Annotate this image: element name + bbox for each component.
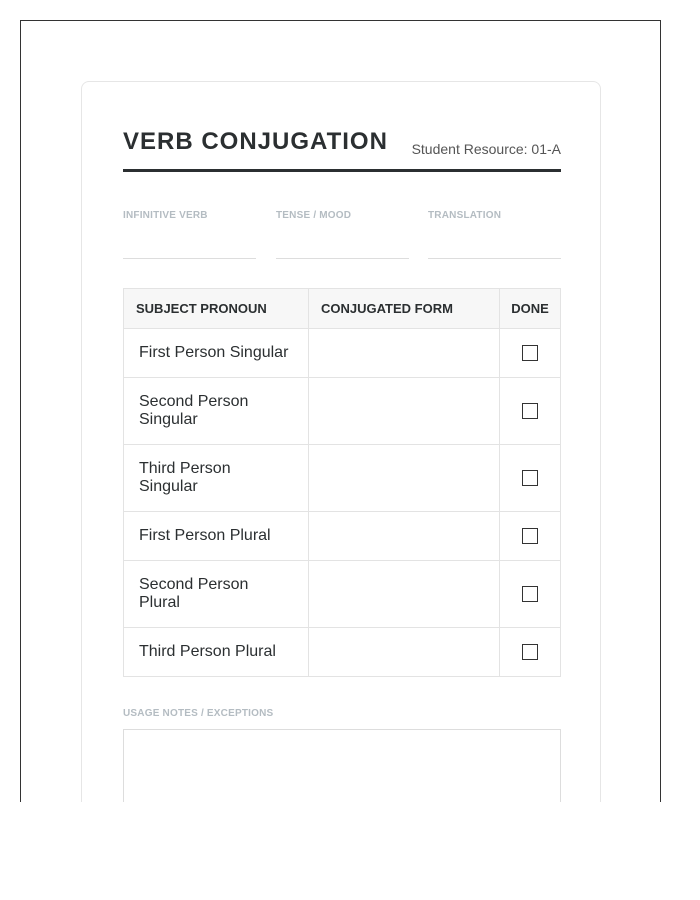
notes-textarea[interactable] bbox=[123, 729, 561, 802]
worksheet-card bbox=[81, 81, 601, 802]
conjugated-form-cell[interactable] bbox=[309, 628, 500, 677]
conjugated-form-cell[interactable] bbox=[309, 445, 500, 512]
conjugated-form-cell[interactable] bbox=[309, 512, 500, 561]
page-title: VERB CONJUGATION bbox=[123, 128, 388, 155]
column-header: SUBJECT PRONOUN bbox=[124, 289, 309, 329]
infinitive-verb-field[interactable] bbox=[123, 210, 256, 259]
pronoun-cell: Second Person Plural bbox=[124, 561, 309, 628]
worksheet-header bbox=[123, 126, 561, 172]
pronoun-cell: Third Person Plural bbox=[124, 628, 309, 677]
table-row bbox=[124, 512, 561, 561]
table-row bbox=[124, 445, 561, 512]
pronoun-cell: First Person Plural bbox=[124, 512, 309, 561]
conjugated-form-cell[interactable] bbox=[309, 378, 500, 445]
field-label: TENSE / MOOD bbox=[276, 210, 352, 221]
resource-code: Student Resource: 01-A bbox=[411, 141, 561, 157]
done-checkbox[interactable] bbox=[522, 644, 538, 660]
table-row bbox=[124, 628, 561, 677]
done-checkbox[interactable] bbox=[522, 470, 538, 486]
pronoun-cell: First Person Singular bbox=[124, 329, 309, 378]
notes-label: USAGE NOTES / EXCEPTIONS bbox=[123, 708, 274, 719]
translation-field[interactable] bbox=[428, 210, 561, 259]
table-row bbox=[124, 378, 561, 445]
conjugated-form-cell[interactable] bbox=[309, 561, 500, 628]
pronoun-cell: Second Person Singular bbox=[124, 378, 309, 445]
table-row bbox=[124, 561, 561, 628]
table-row bbox=[124, 329, 561, 378]
page-frame bbox=[20, 20, 661, 802]
done-checkbox[interactable] bbox=[522, 528, 538, 544]
done-checkbox[interactable] bbox=[522, 403, 538, 419]
column-header: DONE bbox=[500, 289, 561, 329]
done-checkbox[interactable] bbox=[522, 345, 538, 361]
conjugation-table bbox=[123, 288, 561, 677]
column-header: CONJUGATED FORM bbox=[309, 289, 500, 329]
conjugated-form-cell[interactable] bbox=[309, 329, 500, 378]
pronoun-cell: Third Person Singular bbox=[124, 445, 309, 512]
done-checkbox[interactable] bbox=[522, 586, 538, 602]
tense-mood-field[interactable] bbox=[276, 210, 409, 259]
field-label: INFINITIVE VERB bbox=[123, 210, 208, 221]
field-label: TRANSLATION bbox=[428, 210, 502, 221]
